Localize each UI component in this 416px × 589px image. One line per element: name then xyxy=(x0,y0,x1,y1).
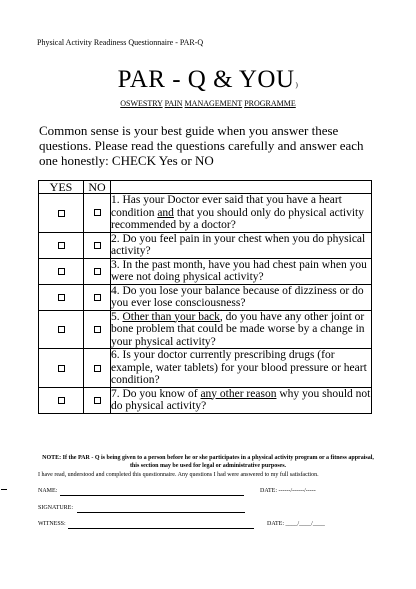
yes-checkbox[interactable] xyxy=(58,326,65,333)
question-row-7 xyxy=(39,387,372,413)
question-text: 5. Other than your back, do you have any other joint or bone problem that could be made worse by a change in your physical activity? xyxy=(111,310,372,349)
col-yes-header: YES xyxy=(39,181,84,194)
no-checkbox[interactable] xyxy=(94,294,101,301)
yes-cell xyxy=(39,387,84,413)
title-mark: ) xyxy=(295,81,299,89)
page-title xyxy=(0,66,416,94)
name-label: NAME: xyxy=(38,488,58,494)
margin-mark xyxy=(1,489,7,490)
question-row-3 xyxy=(39,258,372,284)
no-checkbox[interactable] xyxy=(94,242,101,249)
question-row-6 xyxy=(39,349,372,388)
no-cell xyxy=(84,258,111,284)
question-row-4 xyxy=(39,284,372,310)
no-checkbox[interactable] xyxy=(94,365,101,372)
witness-label: WITNESS: xyxy=(38,521,66,527)
yes-checkbox[interactable] xyxy=(58,397,65,404)
yes-cell xyxy=(39,349,84,388)
question-text: 6. Is your doctor currently prescribing drugs (for example, water tablets) for your blood pressure or heart condition? xyxy=(111,349,372,388)
yes-checkbox[interactable] xyxy=(58,268,65,275)
question-text: 7. Do you know of any other reason why you should not do physical activity? xyxy=(111,387,371,412)
no-cell xyxy=(84,232,111,258)
no-cell xyxy=(84,310,111,349)
title-text: PAR - Q & YOU xyxy=(117,66,295,93)
question-text: 2. Do you feel pain in your chest when you do physical activity? xyxy=(111,232,372,258)
legal-note: NOTE: If the PAR - Q is being given to a person before he or she participates in a physical activity program or a fitness appraisal, this section may be used for legal or administrative purposes. xyxy=(42,455,374,469)
yes-cell xyxy=(39,194,84,233)
intro-text: Common sense is your best guide when you answer these questions. Please read the questions carefully and answer each one honestly: CHECK Yes or NO xyxy=(39,123,364,168)
no-cell xyxy=(84,349,111,388)
col-no-header: NO xyxy=(84,181,111,194)
signature-input-line[interactable] xyxy=(77,512,245,513)
witness-input-line[interactable] xyxy=(68,528,254,529)
yes-cell xyxy=(39,310,84,349)
no-cell xyxy=(84,387,111,413)
acknowledgement-text: I have read, understood and completed this questionnaire. Any questions I had were answered to my full satisfaction. xyxy=(38,472,319,478)
yes-checkbox[interactable] xyxy=(58,365,65,372)
question-text: 1. Has your Doctor ever said that you have a heart condition and that you should only do physical activity recommended by a doctor? xyxy=(111,194,372,233)
question-row-5 xyxy=(39,310,372,349)
yes-checkbox[interactable] xyxy=(58,242,65,249)
subtitle-word: MANAGEMENT xyxy=(184,99,243,108)
col-question-header xyxy=(111,181,372,194)
name-input-line[interactable] xyxy=(60,495,244,496)
no-checkbox[interactable] xyxy=(94,268,101,275)
question-row-2 xyxy=(39,232,372,258)
subtitle-word: OSWESTRY xyxy=(120,99,163,108)
yes-cell xyxy=(39,284,84,310)
yes-checkbox[interactable] xyxy=(58,210,65,217)
question-text: 3. In the past month, have you had chest pain when you were not doing physical activity? xyxy=(111,258,372,284)
question-text: 4. Do you lose your balance because of dizziness or do you ever lose consciousness? xyxy=(111,284,372,310)
subtitle-word: PROGRAMME xyxy=(244,99,296,108)
form-header: Physical Activity Readiness Questionnaire - PAR-Q xyxy=(37,38,204,47)
questions-table xyxy=(38,180,372,414)
no-cell xyxy=(84,284,111,310)
no-checkbox[interactable] xyxy=(94,397,101,404)
no-checkbox[interactable] xyxy=(94,326,101,333)
programme-subtitle xyxy=(0,99,416,108)
no-cell xyxy=(84,194,111,233)
date-label: DATE: ------/------/----- xyxy=(260,488,316,494)
no-checkbox[interactable] xyxy=(94,209,101,216)
table-header-row xyxy=(39,181,372,194)
witness-date-label: DATE: ____/____/____ xyxy=(267,521,325,527)
subtitle-word: PAIN xyxy=(164,99,183,108)
signature-label: SIGNATURE: xyxy=(38,505,74,511)
yes-cell xyxy=(39,232,84,258)
yes-cell xyxy=(39,258,84,284)
yes-checkbox[interactable] xyxy=(58,294,65,301)
question-row-1 xyxy=(39,194,372,233)
